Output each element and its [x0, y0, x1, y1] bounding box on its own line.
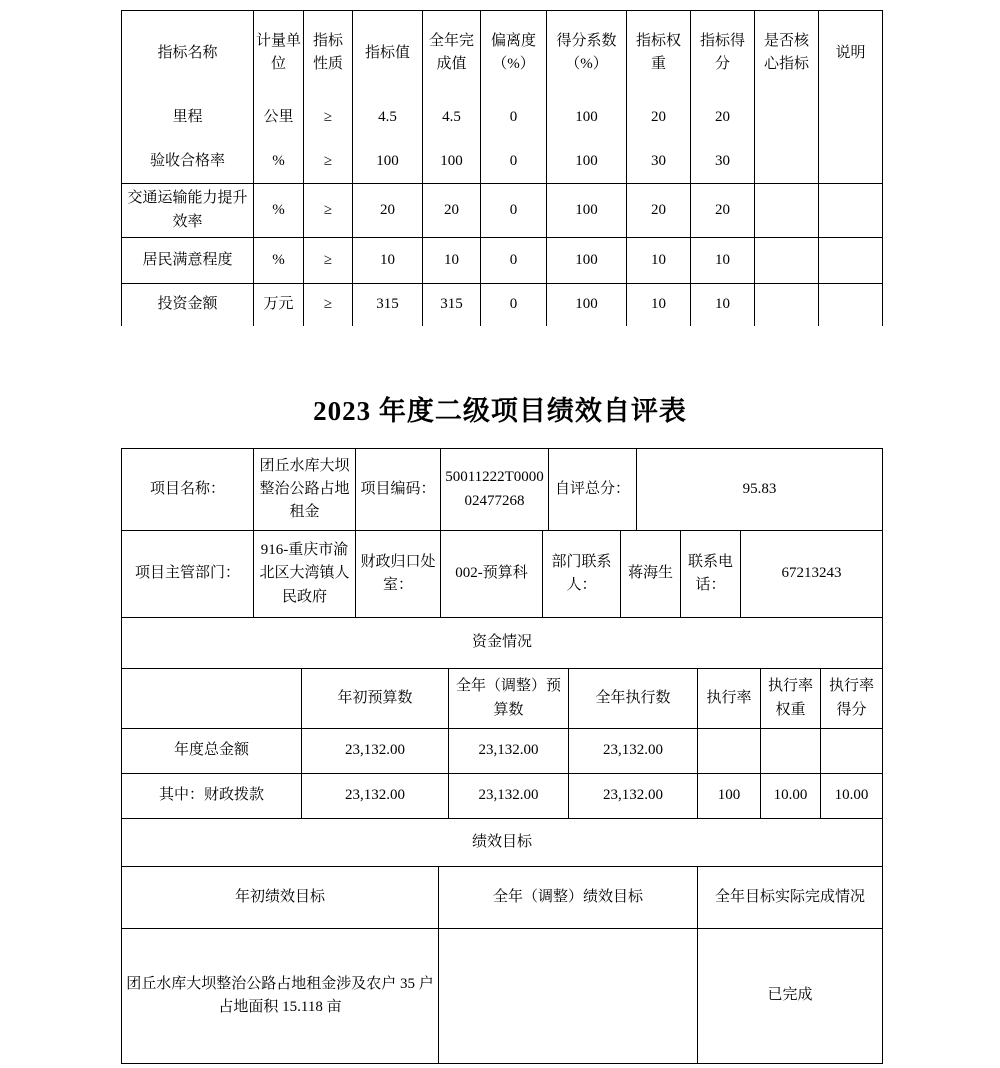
funds-adjusted-value: 23,132.00	[449, 774, 569, 819]
funds-section-title: 资金情况	[122, 618, 883, 669]
cell-name: 验收合格率	[122, 141, 254, 184]
cell-score: 20	[691, 184, 755, 238]
goals-header-completion: 全年目标实际完成情况	[698, 867, 883, 929]
goals-header-adjusted: 全年（调整）绩效目标	[439, 867, 698, 929]
funds-rate-weight-value	[761, 729, 821, 774]
header-score-coefficient: 得分系数（%）	[547, 11, 627, 96]
project-info-row-2	[121, 530, 883, 618]
funds-header-row	[121, 668, 883, 819]
funds-executed-value: 23,132.00	[569, 729, 698, 774]
cell-weight: 30	[627, 141, 691, 184]
header-indicator-name: 指标名称	[122, 11, 254, 96]
cell-coef: 100	[547, 96, 627, 141]
cell-note	[819, 184, 883, 238]
goals-header-initial: 年初绩效目标	[122, 867, 439, 929]
cell-score: 10	[691, 238, 755, 284]
header-unit: 计量单位	[254, 11, 304, 96]
cell-core	[755, 284, 819, 326]
cell-name: 居民满意程度	[122, 238, 254, 284]
indicator-row	[122, 238, 883, 284]
cell-coef: 100	[547, 141, 627, 184]
project-name-value: 团丘水库大坝整治公路占地租金	[254, 449, 356, 531]
cell-actual: 315	[423, 284, 481, 326]
funds-rate-value	[698, 729, 761, 774]
cell-name: 投资金额	[122, 284, 254, 326]
funds-header-executed: 全年执行数	[569, 669, 698, 729]
funds-row-label: 年度总金额	[122, 729, 302, 774]
goals-initial-value: 团丘水库大坝整治公路占地租金涉及农户 35 户占地面积 15.118 亩	[122, 929, 439, 1064]
contact-value: 蒋海生	[621, 531, 681, 618]
cell-weight: 10	[627, 238, 691, 284]
page-title: 2023 年度二级项目绩效自评表	[313, 396, 687, 426]
phone-label: 联系电话：	[681, 531, 741, 618]
cell-actual: 20	[423, 184, 481, 238]
goals-section	[121, 818, 883, 867]
funds-rate-weight-value: 10.00	[761, 774, 821, 819]
goals-adjusted-value	[439, 929, 698, 1064]
header-annual-completion: 全年完成值	[423, 11, 481, 96]
indicator-row	[122, 184, 883, 238]
header-deviation: 偏离度（%）	[481, 11, 547, 96]
cell-target: 315	[353, 284, 423, 326]
cell-deviation: 0	[481, 238, 547, 284]
cell-coef: 100	[547, 238, 627, 284]
project-code-label: 项目编码：	[356, 449, 441, 531]
cell-unit: 公里	[254, 96, 304, 141]
self-evaluation-table	[121, 448, 883, 1064]
project-info-row-1	[121, 448, 883, 531]
header-target-value: 指标值	[353, 11, 423, 96]
funds-adjusted-value: 23,132.00	[449, 729, 569, 774]
indicator-header-row	[122, 11, 883, 96]
funds-section	[121, 617, 883, 669]
cell-nature: ≥	[304, 238, 353, 284]
funds-executed-value: 23,132.00	[569, 774, 698, 819]
funds-header-adjusted-budget: 全年（调整）预算数	[449, 669, 569, 729]
funds-header-exec-rate: 执行率	[698, 669, 761, 729]
funds-rate-value: 100	[698, 774, 761, 819]
header-is-core: 是否核心指标	[755, 11, 819, 96]
cell-deviation: 0	[481, 96, 547, 141]
cell-actual: 100	[423, 141, 481, 184]
cell-unit: %	[254, 141, 304, 184]
funds-header-blank	[122, 669, 302, 729]
phone-value: 67213243	[741, 531, 883, 618]
cell-core	[755, 141, 819, 184]
cell-deviation: 0	[481, 141, 547, 184]
funds-row-label: 其中：财政拨款	[122, 774, 302, 819]
header-indicator-score: 指标得分	[691, 11, 755, 96]
header-indicator-weight: 指标权重	[627, 11, 691, 96]
cell-deviation: 0	[481, 284, 547, 326]
goals-completion-value: 已完成	[698, 929, 883, 1064]
self-score-label: 自评总分：	[549, 449, 637, 531]
cell-nature: ≥	[304, 184, 353, 238]
funds-header-rate-weight: 执行率权重	[761, 669, 821, 729]
funds-initial-value: 23,132.00	[302, 774, 449, 819]
cell-unit: 万元	[254, 284, 304, 326]
cell-note	[819, 238, 883, 284]
header-nature: 指标性质	[304, 11, 353, 96]
cell-deviation: 0	[481, 184, 547, 238]
indicator-row	[122, 141, 883, 184]
goals-content-row	[122, 929, 883, 1064]
cell-target: 20	[353, 184, 423, 238]
cell-score: 30	[691, 141, 755, 184]
cell-note	[819, 284, 883, 326]
cell-score: 10	[691, 284, 755, 326]
funds-initial-value: 23,132.00	[302, 729, 449, 774]
funds-header-rate-score: 执行率得分	[821, 669, 883, 729]
cell-target: 4.5	[353, 96, 423, 141]
cell-coef: 100	[547, 184, 627, 238]
finance-office-label: 财政归口处室：	[356, 531, 441, 618]
cell-core	[755, 238, 819, 284]
cell-weight: 20	[627, 96, 691, 141]
cell-weight: 10	[627, 284, 691, 326]
cell-name: 交通运输能力提升效率	[122, 184, 254, 238]
cell-actual: 4.5	[423, 96, 481, 141]
project-name-label: 项目名称：	[122, 449, 254, 531]
funds-rate-score-value	[821, 729, 883, 774]
contact-label: 部门联系人：	[543, 531, 621, 618]
project-code-value: 50011222T000002477268	[441, 449, 549, 531]
goals-header-row	[122, 867, 883, 929]
funds-rate-score-value: 10.00	[821, 774, 883, 819]
cell-core	[755, 184, 819, 238]
cell-weight: 20	[627, 184, 691, 238]
cell-nature: ≥	[304, 284, 353, 326]
cell-unit: %	[254, 184, 304, 238]
dept-value: 916-重庆市渝北区大湾镇人民政府	[254, 531, 356, 618]
goals-table	[121, 866, 883, 1064]
cell-unit: %	[254, 238, 304, 284]
cell-name: 里程	[122, 96, 254, 141]
funds-header-initial-budget: 年初预算数	[302, 669, 449, 729]
self-score-value: 95.83	[637, 449, 883, 531]
indicator-table	[121, 10, 883, 326]
cell-core	[755, 96, 819, 141]
funds-row-total	[122, 729, 883, 774]
cell-nature: ≥	[304, 96, 353, 141]
indicator-row	[122, 284, 883, 326]
dept-label: 项目主管部门：	[122, 531, 254, 618]
indicator-row	[122, 96, 883, 141]
cell-target: 10	[353, 238, 423, 284]
cell-actual: 10	[423, 238, 481, 284]
cell-note	[819, 96, 883, 141]
goals-section-title: 绩效目标	[122, 819, 883, 867]
cell-coef: 100	[547, 284, 627, 326]
cell-score: 20	[691, 96, 755, 141]
cell-nature: ≥	[304, 141, 353, 184]
header-note: 说明	[819, 11, 883, 96]
finance-office-value: 002-预算科	[441, 531, 543, 618]
cell-note	[819, 141, 883, 184]
cell-target: 100	[353, 141, 423, 184]
funds-row-fiscal	[122, 774, 883, 819]
